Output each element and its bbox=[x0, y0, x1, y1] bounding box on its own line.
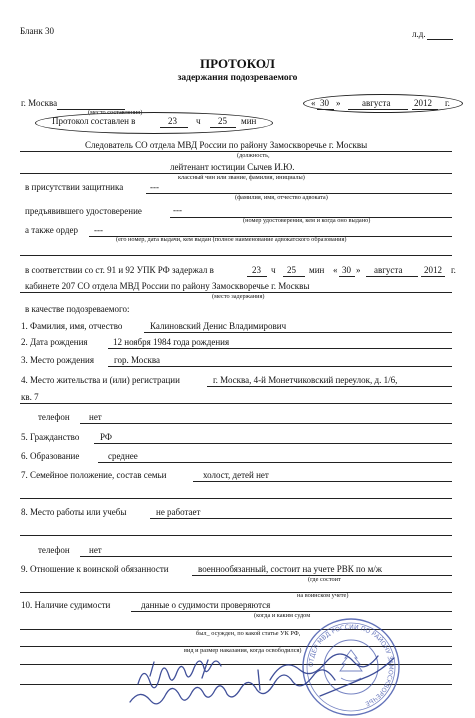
investigator-line1 bbox=[20, 151, 452, 152]
sheet-label: л.д. bbox=[412, 29, 426, 39]
detention-minutes-label: мин bbox=[309, 265, 325, 275]
citizenship-line bbox=[94, 443, 452, 444]
investigator-position: Следователь СО отдела МВД России по району Замоскворечье г. Москвы bbox=[85, 140, 368, 150]
birthplace-value: гор. Москва bbox=[114, 355, 160, 365]
sheet-line bbox=[427, 39, 453, 40]
residence-line2 bbox=[20, 403, 452, 404]
investigator-caption1: (должность, bbox=[237, 152, 270, 159]
form-label: Бланк 30 bbox=[20, 26, 54, 36]
date-day: 30 bbox=[320, 98, 329, 108]
phone-line bbox=[80, 423, 452, 424]
family-line bbox=[193, 481, 452, 482]
order-value: --- bbox=[94, 225, 103, 235]
defender-label: в присутствии защитника bbox=[25, 182, 124, 192]
defender-caption: (фамилия, имя, отчество адвоката) bbox=[235, 194, 328, 201]
citizenship-label: 5. Гражданство bbox=[21, 432, 80, 442]
detention-month: августа bbox=[374, 265, 403, 275]
work-value: не работает bbox=[156, 507, 201, 517]
date-quote-close: » bbox=[336, 98, 341, 108]
composed-minutes-line bbox=[210, 127, 236, 128]
record-label: 10. Наличие судимости bbox=[21, 600, 111, 610]
composed-label: Протокол составлен в bbox=[52, 116, 136, 126]
birthplace-line bbox=[108, 366, 452, 367]
military-caption2: на воинском учете) bbox=[297, 592, 349, 599]
date-day-line bbox=[317, 109, 334, 110]
detention-place: кабинете 207 СО отдела МВД России по району Замоскворечье г. Москвы bbox=[25, 281, 310, 291]
order-label: а также ордер bbox=[25, 225, 78, 235]
as-suspect-label: в качестве подозреваемого: bbox=[25, 304, 130, 314]
composed-hours-label: ч bbox=[196, 116, 201, 126]
detention-year-line bbox=[421, 276, 445, 277]
certificate-label: предъявившего удостоверение bbox=[25, 206, 142, 216]
date-month: августа bbox=[362, 98, 391, 108]
name-value: Калиновский Денис Владимирович bbox=[150, 321, 287, 331]
detention-year: 2012 bbox=[424, 265, 442, 275]
work-label: 8. Место работы или учебы bbox=[21, 507, 127, 517]
phone2-line bbox=[80, 556, 452, 557]
detention-year-suffix: г. bbox=[451, 265, 456, 275]
date-quote-open: « bbox=[311, 98, 316, 108]
detention-prefix: в соответствии со ст. 91 и 92 УПК РФ задержал в bbox=[25, 265, 214, 275]
record-caption2: был_ осужден, по какой статье УК РФ, bbox=[196, 630, 301, 637]
detention-quote-close: » bbox=[356, 265, 361, 275]
detention-minutes: 25 bbox=[287, 265, 296, 275]
stamp-text: ОТДЕЛ МВД РОССИИ ПО РАЙОНУ ЗАМОСКВОРЕЧЬЕ bbox=[307, 623, 395, 708]
birth-line bbox=[108, 348, 452, 349]
date-year-line bbox=[412, 109, 438, 110]
detention-month-line bbox=[366, 276, 418, 277]
military-label: 9. Отношение к воинской обязанности bbox=[21, 564, 169, 574]
family-value: холост, детей нет bbox=[203, 470, 269, 480]
detention-day-line bbox=[339, 276, 355, 277]
work-line2 bbox=[20, 535, 452, 536]
education-line bbox=[98, 462, 452, 463]
date-year: 2012 bbox=[414, 98, 432, 108]
document-title: ПРОТОКОЛ bbox=[200, 56, 275, 71]
investigator-name: лейтенант юстиции Сычев И.Ю. bbox=[170, 162, 295, 172]
military-line2 bbox=[20, 592, 452, 593]
phone2-value: нет bbox=[89, 545, 102, 555]
composed-minutes: 25 bbox=[218, 116, 227, 126]
name-label: 1. Фамилия, имя, отчество bbox=[21, 321, 123, 331]
name-line bbox=[144, 332, 452, 333]
family-label: 7. Семейное положение, состав семьи bbox=[21, 470, 167, 480]
work-line bbox=[150, 518, 452, 519]
document-subtitle: задержания подозреваемого bbox=[177, 73, 298, 83]
detention-place-caption: (место задержания) bbox=[212, 293, 265, 300]
date-month-line bbox=[348, 109, 408, 110]
military-value: военнообязанный, состоит на учете РВК по м/ж bbox=[198, 564, 382, 574]
phone-label: телефон bbox=[38, 412, 70, 422]
phone-value: нет bbox=[89, 412, 102, 422]
education-label: 6. Образование bbox=[21, 451, 80, 461]
record-caption3: вид и размер наказания, когда освободился) bbox=[184, 647, 302, 654]
birthplace-label: 3. Место рождения bbox=[21, 355, 95, 365]
family-line2 bbox=[20, 498, 452, 499]
certificate-caption: (номер удостоверения, кем и когда оно выдано) bbox=[243, 217, 371, 224]
composed-hours: 23 bbox=[168, 116, 177, 126]
investigator-caption2: классный чин или звание, фамилия, инициалы) bbox=[178, 174, 305, 181]
record-value: данные о судимости проверяются bbox=[141, 600, 271, 610]
citizenship-value: РФ bbox=[100, 432, 112, 442]
certificate-value: --- bbox=[173, 205, 182, 215]
date-year-suffix: г. bbox=[445, 98, 450, 108]
record-caption: (когда и каким судом bbox=[254, 612, 311, 619]
blank-line bbox=[20, 255, 452, 256]
detention-hours: 23 bbox=[252, 265, 261, 275]
residence-value2: кв. 7 bbox=[21, 392, 39, 402]
military-caption1: (где состоит bbox=[308, 576, 341, 583]
composed-minutes-label: мин bbox=[241, 116, 257, 126]
detention-day: 30 bbox=[342, 265, 351, 275]
detention-hours-label: ч bbox=[271, 265, 276, 275]
residence-value: г. Москва, 4-й Монетчиковский переулок, д. 1/6, bbox=[213, 375, 398, 385]
defender-value: --- bbox=[150, 182, 159, 192]
detention-hours-line bbox=[247, 276, 267, 277]
city: г. Москва bbox=[21, 98, 58, 108]
education-value: среднее bbox=[108, 451, 138, 461]
detention-quote-open: « bbox=[333, 265, 338, 275]
residence-line bbox=[207, 386, 452, 387]
residence-label: 4. Место жительства и (или) регистрации bbox=[21, 375, 180, 385]
signature bbox=[120, 640, 420, 716]
birth-label: 2. Дата рождения bbox=[21, 337, 88, 347]
order-caption: (его номер, дата выдачи, кем выдан (полное наименование адвокатского образования) bbox=[116, 236, 347, 243]
birth-value: 12 ноября 1984 года рождения bbox=[113, 337, 230, 347]
detention-minutes-line bbox=[283, 276, 305, 277]
composed-hours-line bbox=[160, 127, 188, 128]
phone2-label: телефон bbox=[38, 545, 70, 555]
city-caption: (место составления) bbox=[88, 109, 143, 116]
